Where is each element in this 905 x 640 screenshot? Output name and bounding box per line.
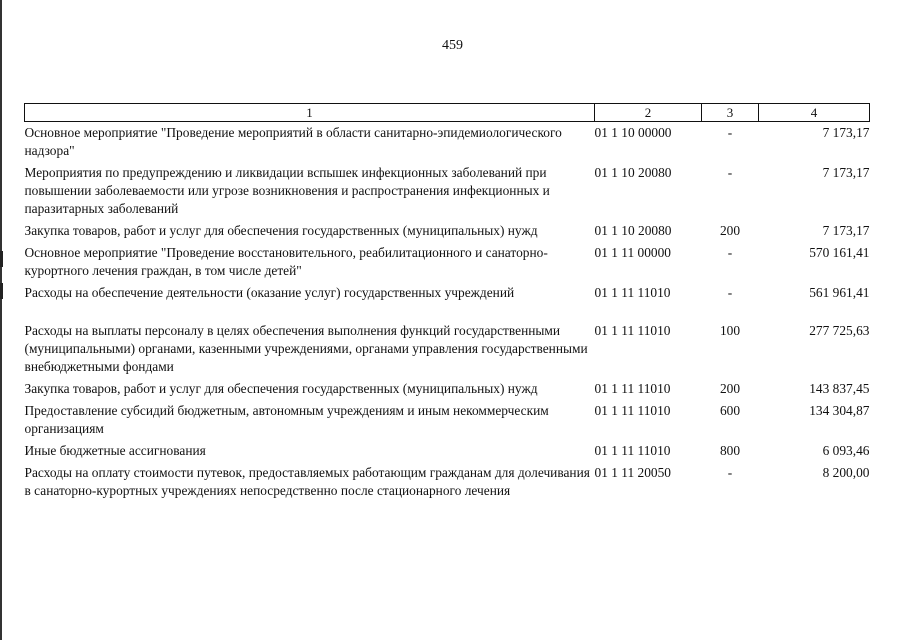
row-name: Мероприятия по предупреждению и ликвидации вспышек инфекционных заболеваний при повышении заболеваемости или угрозе возникновения и распространения инфекционных и паразитарных заболеваний	[24, 165, 550, 216]
row-name: Основное мероприятие "Проведение мероприятий в области санитарно-эпидемиологического надзора"	[24, 125, 562, 158]
row-code: 01 1 11 11010	[594, 285, 671, 300]
row-amount: 6 093,46	[822, 443, 870, 458]
table-row	[25, 242, 870, 282]
row-name: Расходы на обеспечение деятельности (оказание услуг) государственных учреждений	[24, 285, 515, 300]
row-expense-type: -	[727, 165, 733, 180]
row-code: 01 1 11 11010	[594, 443, 671, 458]
row-expense-type: -	[727, 245, 733, 260]
table-row	[25, 282, 870, 304]
row-name: Расходы на выплаты персоналу в целях обеспечения выполнения функций государственными (муниципальными) органами, казенными учреждениями, органами управления государственными внебюджетными фондами	[24, 323, 588, 374]
row-amount: 561 961,41	[809, 285, 870, 300]
row-name: Иные бюджетные ассигнования	[24, 443, 206, 458]
budget-table	[24, 103, 870, 502]
row-amount: 7 173,17	[822, 223, 870, 238]
table-row	[25, 162, 870, 220]
row-name: Основное мероприятие "Проведение восстановительного, реабилитационного и санаторно-курортного лечения граждан, в том числе детей"	[24, 245, 548, 278]
margin-tick-mark	[0, 283, 3, 299]
table-header-row	[25, 104, 870, 122]
row-name: Предоставление субсидий бюджетным, автономным учреждениям и иным некоммерческим организациям	[24, 403, 549, 436]
table-row	[25, 304, 870, 378]
page-number: 459	[442, 38, 463, 53]
table-row	[25, 462, 870, 502]
row-expense-type: 800	[719, 443, 741, 458]
row-expense-type: -	[727, 465, 733, 480]
row-code: 01 1 11 11010	[594, 381, 671, 396]
row-expense-type: 600	[719, 403, 741, 418]
row-expense-type: 200	[719, 381, 741, 396]
row-expense-type: -	[727, 125, 733, 140]
column-header-2: 2	[595, 104, 702, 122]
row-code: 01 1 10 00000	[594, 125, 672, 140]
row-amount: 570 161,41	[809, 245, 870, 260]
row-name: Закупка товаров, работ и услуг для обеспечения государственных (муниципальных) нужд	[24, 223, 538, 238]
table-row	[25, 440, 870, 462]
column-header-3: 3	[702, 104, 759, 122]
table-row	[25, 400, 870, 440]
row-amount: 143 837,45	[809, 381, 870, 396]
row-name: Закупка товаров, работ и услуг для обеспечения государственных (муниципальных) нужд	[24, 381, 538, 396]
left-margin-line	[0, 0, 2, 640]
row-code: 01 1 11 11010	[594, 323, 671, 338]
row-amount: 7 173,17	[822, 125, 870, 140]
row-expense-type: 200	[719, 223, 741, 238]
row-code: 01 1 11 11010	[594, 403, 671, 418]
column-header-1: 1	[25, 104, 595, 122]
row-name: Расходы на оплату стоимости путевок, предоставляемых работающим гражданам для долечивания в санаторно-курортных учреждениях непосредственно после стационарного лечения	[24, 465, 590, 498]
table-row	[25, 122, 870, 163]
row-expense-type: -	[727, 285, 733, 300]
row-code: 01 1 10 20080	[594, 223, 672, 238]
row-code: 01 1 11 20050	[594, 465, 671, 480]
row-code: 01 1 10 20080	[594, 165, 672, 180]
row-amount: 277 725,63	[809, 323, 870, 338]
table-row	[25, 378, 870, 400]
row-amount: 8 200,00	[822, 465, 870, 480]
row-code: 01 1 11 00000	[594, 245, 671, 260]
column-header-4: 4	[759, 104, 870, 122]
row-amount: 134 304,87	[809, 403, 870, 418]
row-amount: 7 173,17	[822, 165, 870, 180]
row-expense-type: 100	[719, 323, 741, 338]
table-row	[25, 220, 870, 242]
margin-tick-mark	[0, 251, 3, 267]
